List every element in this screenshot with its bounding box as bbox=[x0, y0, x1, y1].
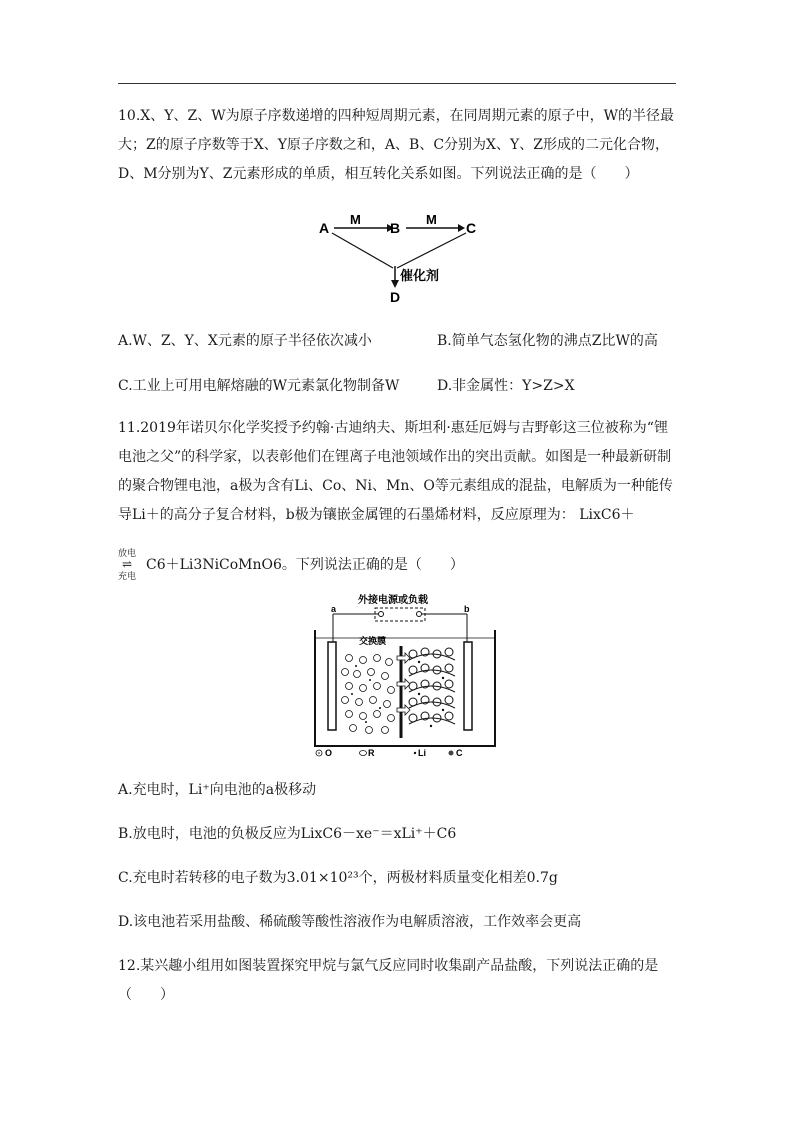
q11-option-c: C.充电时若转移的电子数为3.01×10²³个，两极材料质量变化相差0.7g bbox=[118, 870, 558, 886]
q11-option-d: D.该电池若采用盐酸、稀硫酸等酸性溶液作为电解质溶液，工作效率会更高 bbox=[118, 914, 582, 930]
q11-stem bbox=[118, 414, 678, 530]
node-c: C bbox=[466, 220, 477, 236]
electrode-b bbox=[464, 642, 472, 730]
node-b: B bbox=[390, 220, 401, 236]
catalyst-label: 催化剂 bbox=[400, 268, 440, 283]
q11-option-b: B.放电时，电池的负极反应为LixC6－xe⁻＝xLi⁺＋C6 bbox=[118, 826, 457, 842]
legend-li: Li bbox=[418, 748, 426, 758]
q11-option-a: A.充电时，Li⁺向电池的a极移动 bbox=[118, 782, 317, 798]
external-load-label: 外接电源或负载 bbox=[358, 595, 428, 606]
header-rule bbox=[118, 83, 676, 84]
q11-equation-line bbox=[118, 546, 464, 582]
q11-equation-right: C6＋Li3NiCoMnO6。下列说法正确的是（ ） bbox=[146, 557, 464, 573]
q10-stem: 10.X、Y、Z、W为原子序数递增的四种短周期元素，在同周期元素的原子中，W的半径最大；Z的原子序数等于X、Y原子序数之和，A、B、C分别为X、Y、Z形成的二元化合物，D、M分别为Y、Z元素形成的单质，相互转化关系如图。下列说法正确的是（ ） bbox=[118, 108, 674, 182]
node-a: A bbox=[319, 220, 330, 236]
legend-c: C bbox=[456, 748, 463, 758]
legend-r: R bbox=[368, 748, 375, 758]
q10-option-c: C.工业上可用电解熔融的W元素氯化物制备W bbox=[118, 378, 400, 394]
electrode-b-label: b bbox=[464, 604, 470, 614]
arrow-top-label: 放电 bbox=[118, 549, 137, 559]
membrane-label: 交换膜 bbox=[359, 636, 387, 646]
arrow-bottom-label: 充电 bbox=[118, 572, 137, 582]
battery-figure bbox=[305, 590, 505, 758]
reversible-arrow: 放电 ⇌ 充电 bbox=[118, 546, 136, 582]
node-d: D bbox=[390, 289, 401, 305]
q10-option-d: D.非金属性：Y>Z>X bbox=[437, 378, 575, 394]
electrode-a-label: a bbox=[331, 604, 337, 614]
q10-conversion-diagram bbox=[310, 206, 490, 306]
q10-option-a: A.W、Z、Y、X元素的原子半径依次减小 bbox=[118, 333, 372, 349]
q11-stem-text: 11.2019年诺贝尔化学奖授予约翰·古迪纳夫、斯坦利·惠廷厄姆与吉野彰这三位被称为“锂电池之父”的科学家，以表彰他们在锂离子电池领域作出的突出贡献。如图是一种最新研制的聚合物锂电池，a极为含有Li、Co、Ni、Mn、O等元素组成的混盐，电解质为一种能传导Li＋的高分子复合材料，b极为镶嵌金属锂的石墨烯材料，反应原理为： bbox=[118, 420, 673, 523]
electrode-a bbox=[328, 642, 336, 730]
label-m2: M bbox=[426, 212, 437, 227]
label-m1: M bbox=[350, 212, 361, 227]
q11-equation-left: LixC6＋ bbox=[579, 507, 635, 523]
migration-arrows bbox=[397, 653, 410, 715]
legend-o: O bbox=[325, 748, 333, 758]
q10-option-b: B.简单气态氢化物的沸点Z比W的高 bbox=[437, 333, 658, 349]
right-graphene bbox=[409, 648, 455, 724]
q12-stem: 12.某兴趣小组用如图装置探究甲烷与氯气反应同时收集副产品盐酸，下列说法正确的是（ ） bbox=[118, 958, 659, 1003]
left-particles bbox=[342, 655, 395, 734]
